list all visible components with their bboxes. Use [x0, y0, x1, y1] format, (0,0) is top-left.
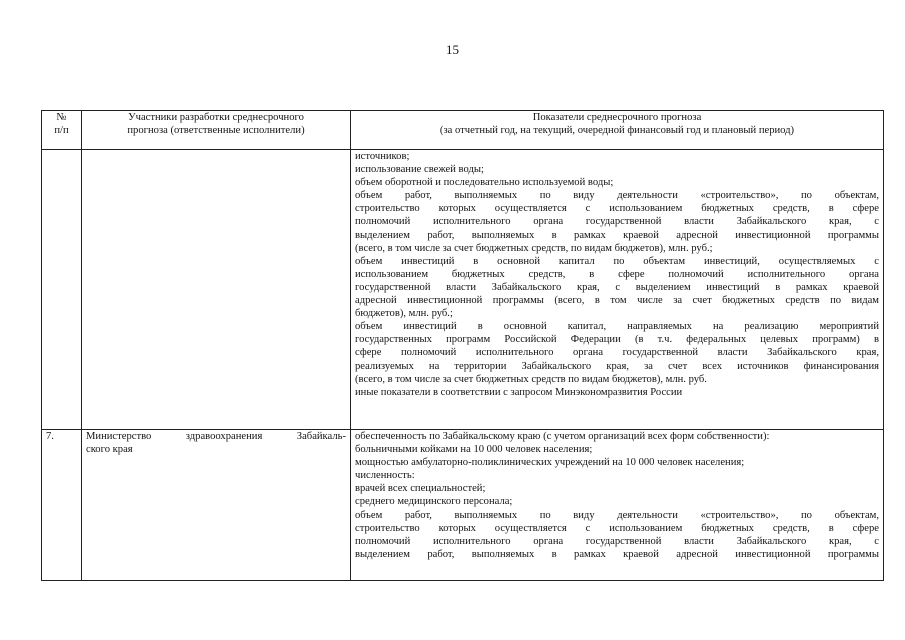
header-participants-line: прогноза (ответственные исполнители)	[127, 125, 305, 137]
indicator-line: выделением работ, выполняемых в рамках краевой адресной инвестиционной программы	[355, 548, 879, 560]
row-num-cell: 7.	[42, 430, 82, 581]
indicator-line: среднего медицинского персонала;	[355, 496, 513, 508]
indicator-line: государственных программ Российской Федерации (в т.ч. федеральных целевых программ) в	[355, 334, 879, 346]
indicator-line: государственной власти Забайкальского края, с выделением инвестиций в рамках краевой	[355, 281, 879, 293]
indicator-line: выделением работ, выполняемых в рамках краевой адресной инвестиционной программы	[355, 229, 879, 241]
indicator-line: объем работ, выполняемых по виду деятельности «строительство», по объектам,	[355, 190, 879, 202]
header-indicators-line: Показатели среднесрочного прогноза	[532, 112, 702, 123]
indicator-line: объем оборотной и последовательно используемой воды;	[355, 177, 614, 189]
indicator-line: объем работ, выполняемых по виду деятельности «строительство», по объектам,	[355, 509, 879, 521]
indicator-line: строительство которых осуществляется с использованием бюджетных средств, в сфере	[355, 522, 879, 534]
header-indicators-line: (за отчетный год, на текущий, очередной финансовый год и плановый период)	[439, 125, 795, 137]
indicator-line: (всего, в том числе за счет бюджетных средств, по видам бюджетов), млн. руб.;	[355, 242, 713, 254]
table-header-row	[42, 111, 884, 150]
indicator-line: полномочий исполнительного органа государственной власти Забайкальского края, с	[355, 216, 879, 228]
indicator-line: реализуемых на территории Забайкальского края, за счет всех источников финансирования	[355, 360, 879, 372]
row-indicators-cell	[351, 150, 884, 430]
indicator-line: (всего, в том числе за счет бюджетных средств по видам бюджетов), млн. руб.	[355, 373, 707, 385]
header-indicators	[351, 111, 884, 150]
header-num	[42, 111, 82, 150]
indicator-line: использованием бюджетных средств, в сфере полномочий исполнительного органа	[355, 268, 879, 280]
table-row	[42, 430, 884, 581]
indicator-line: врачей всех специальностей;	[355, 483, 486, 495]
indicator-line: строительство которых осуществляется с использованием бюджетных средств, в сфере	[355, 203, 879, 215]
header-participants-line: Участники разработки среднесрочного	[128, 112, 304, 123]
indicator-line: обеспеченность по Забайкальскому краю (с учетом организаций всех форм собственности):	[355, 431, 770, 442]
row-num-cell	[42, 150, 82, 430]
indicator-line: адресной инвестиционной программы (всего, в том числе за счет бюджетных средств по видам	[355, 295, 879, 307]
indicator-line: больничными койками на 10 000 человек населения;	[355, 444, 593, 456]
indicator-line: объем инвестиций в основной капитал, направляемых на реализацию мероприятий	[355, 321, 879, 333]
indicator-line: бюджетов), млн. руб.;	[355, 308, 453, 320]
indicator-line: сфере полномочий исполнительного органа государственной власти Забайкальского края,	[355, 347, 879, 359]
header-participants	[82, 111, 351, 150]
header-num-line: п/п	[54, 125, 69, 137]
page-number: 15	[446, 42, 459, 57]
forecast-table	[41, 110, 884, 581]
row-indicators-cell	[351, 430, 884, 581]
header-num-line: №	[56, 112, 67, 123]
indicator-line: использование свежей воды;	[355, 164, 484, 176]
indicator-line: полномочий исполнительного органа государственной власти Забайкальского края, с	[355, 535, 879, 547]
indicator-line: объем инвестиций в основной капитал по объектам инвестиций, осуществляемых с	[355, 255, 879, 267]
indicator-line: численность:	[355, 470, 415, 482]
participant-line: ского края	[86, 444, 133, 456]
indicator-line: источников;	[355, 151, 410, 162]
indicator-line: мощностью амбулаторно-поликлинических учреждений на 10 000 человек населения;	[355, 457, 745, 469]
row-participant-cell	[82, 150, 351, 430]
indicator-line: иные показатели в соответствии с запросом Минэкономразвития России	[355, 386, 683, 398]
table-row	[42, 150, 884, 430]
participant-line: Министерство здравоохранения Забайкаль-	[86, 431, 346, 442]
row-participant-cell	[82, 430, 351, 581]
